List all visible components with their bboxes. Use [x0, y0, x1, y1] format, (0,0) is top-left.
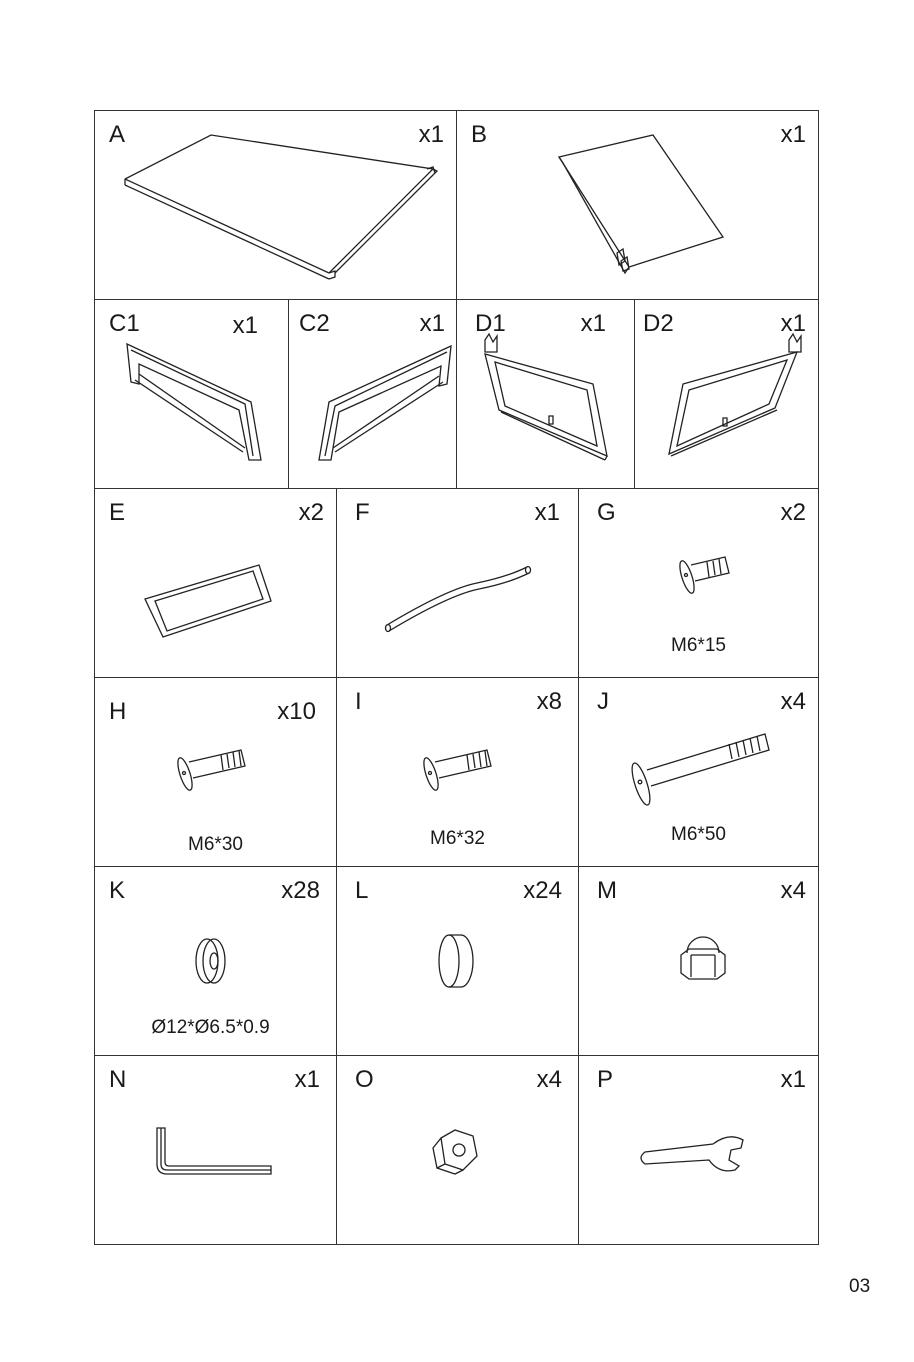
part-cell-m — [578, 866, 819, 1056]
part-cell-d2 — [634, 299, 819, 489]
part-qty-n: x1 — [294, 1066, 320, 1093]
part-label-p: P — [597, 1066, 614, 1093]
part-spec-i: M6*32 — [430, 828, 485, 849]
part-cell-f — [336, 488, 579, 678]
part-label-h: H — [109, 698, 127, 725]
part-cell-b — [456, 110, 819, 300]
part-qty-f: x1 — [534, 499, 560, 526]
part-cell-d1 — [456, 299, 635, 489]
part-label-e: E — [109, 499, 126, 526]
part-label-g: G — [597, 499, 616, 526]
part-cell-i — [336, 677, 579, 867]
part-qty-m: x4 — [780, 877, 806, 904]
part-qty-a: x1 — [418, 121, 444, 148]
part-qty-j: x4 — [780, 688, 806, 715]
part-qty-o: x4 — [536, 1066, 562, 1093]
part-label-b: B — [471, 121, 488, 148]
part-cell-n — [94, 1055, 337, 1245]
part-cell-a — [94, 110, 457, 300]
part-spec-g: M6*15 — [671, 635, 726, 656]
part-qty-i: x8 — [536, 688, 562, 715]
part-label-c1: C1 — [109, 310, 140, 337]
part-qty-g: x2 — [780, 499, 806, 526]
part-label-l: L — [355, 877, 369, 904]
part-label-m: M — [597, 877, 617, 904]
part-spec-k: Ø12*Ø6.5*0.9 — [151, 1017, 270, 1038]
part-cell-k — [94, 866, 337, 1056]
tabletop-panel-drawing — [95, 111, 458, 301]
part-qty-c2: x1 — [419, 310, 445, 337]
part-cell-g — [578, 488, 819, 678]
part-label-o: O — [355, 1066, 374, 1093]
part-qty-b: x1 — [780, 121, 806, 148]
part-label-c2: C2 — [299, 310, 330, 337]
part-spec-h: M6*30 — [188, 834, 243, 855]
part-label-d1: D1 — [475, 310, 506, 337]
part-qty-p: x1 — [780, 1066, 806, 1093]
part-label-n: N — [109, 1066, 127, 1093]
part-cell-c1 — [94, 299, 289, 489]
part-qty-k: x28 — [281, 877, 320, 904]
part-label-a: A — [109, 121, 126, 148]
part-spec-j: M6*50 — [671, 824, 726, 845]
part-cell-h — [94, 677, 337, 867]
part-label-d2: D2 — [643, 310, 674, 337]
part-cell-o — [336, 1055, 579, 1245]
part-cell-c2 — [288, 299, 458, 489]
part-cell-p — [578, 1055, 819, 1245]
part-qty-d1: x1 — [580, 310, 606, 337]
part-qty-h: x10 — [277, 698, 316, 725]
shelf-panel-drawing — [457, 111, 820, 301]
part-cell-l — [336, 866, 579, 1056]
part-qty-c1: x1 — [232, 312, 258, 339]
part-label-j: J — [597, 688, 609, 715]
part-qty-d2: x1 — [780, 310, 806, 337]
part-label-f: F — [355, 499, 370, 526]
part-cell-e — [94, 488, 337, 678]
part-qty-l: x24 — [523, 877, 562, 904]
part-cell-j — [578, 677, 819, 867]
part-label-i: I — [355, 688, 362, 715]
part-qty-e: x2 — [298, 499, 324, 526]
page-number: 03 — [849, 1276, 871, 1297]
part-label-k: K — [109, 877, 126, 904]
